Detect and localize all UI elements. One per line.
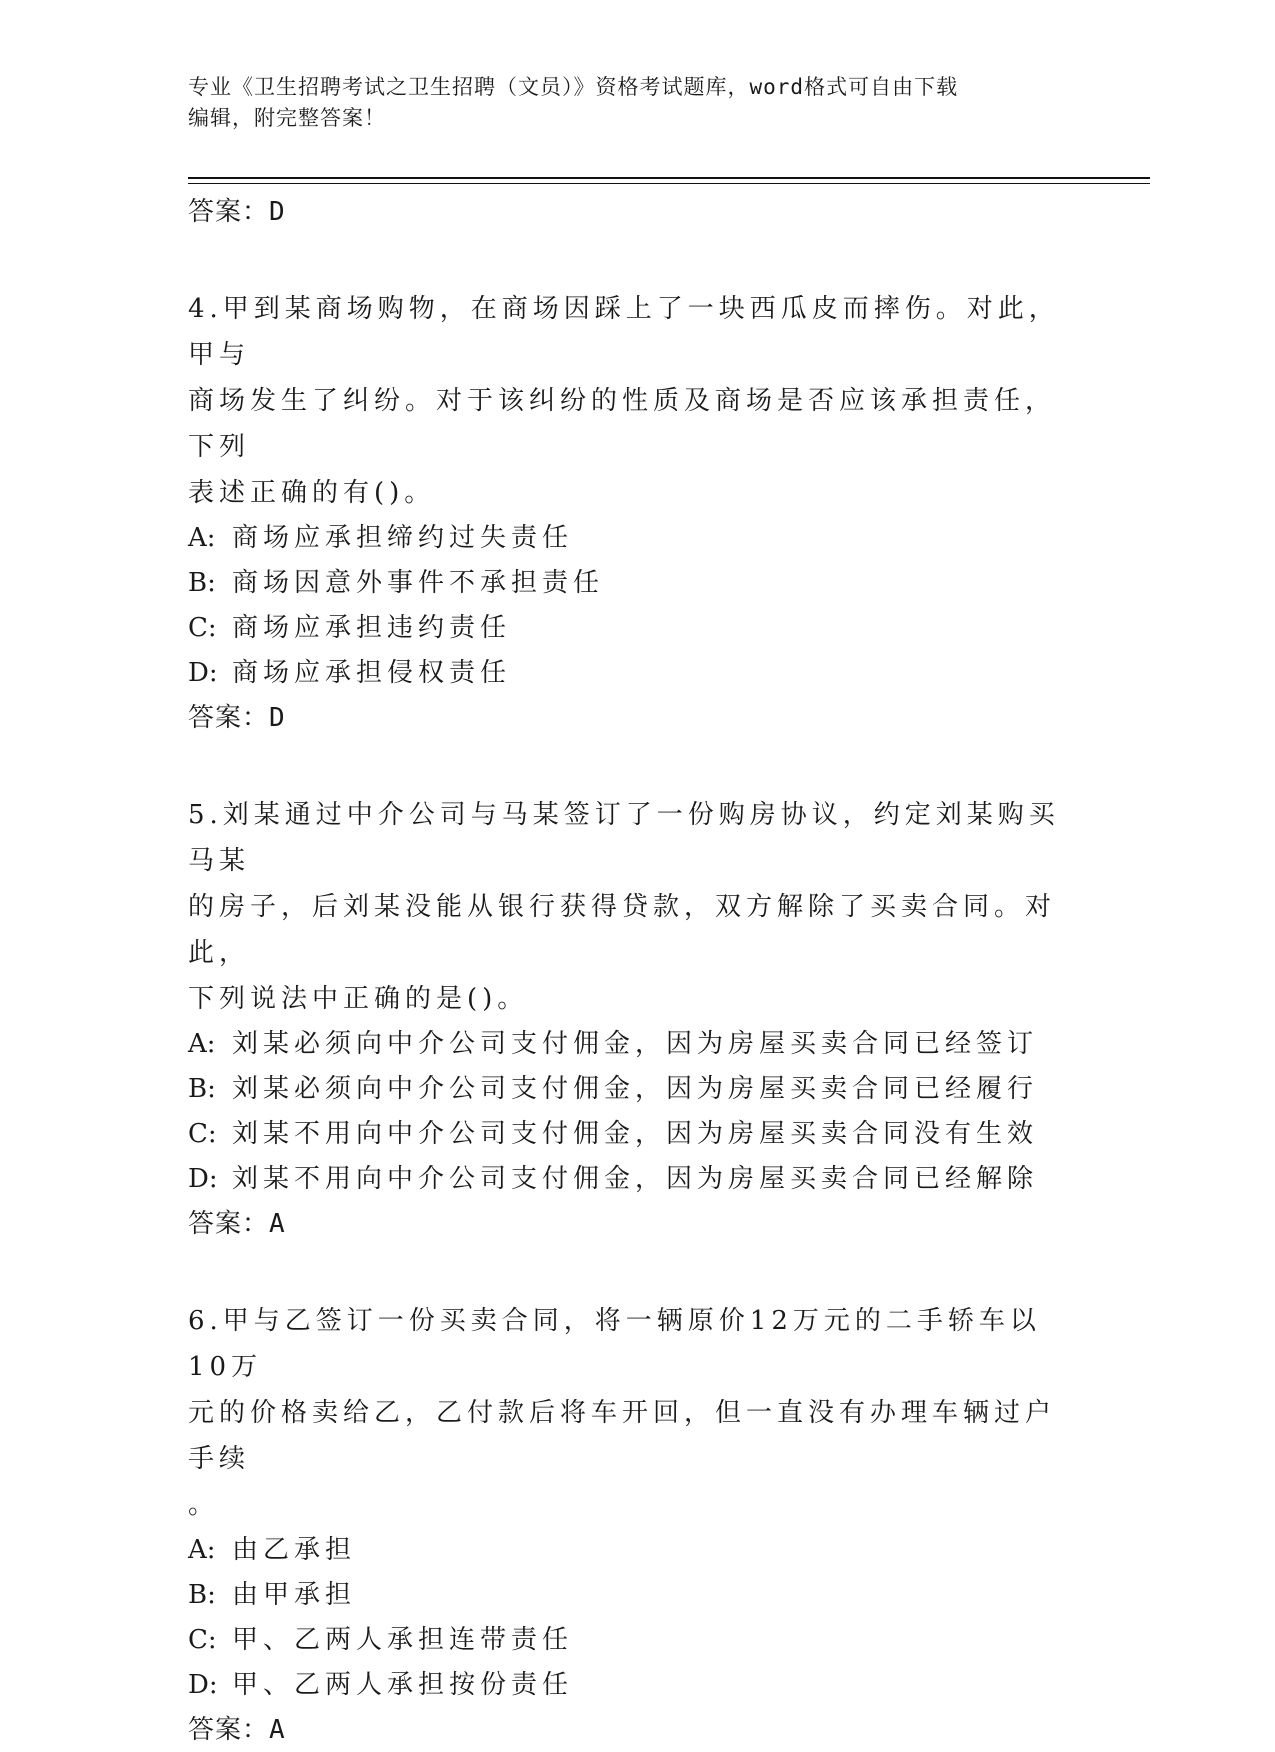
option-b [188, 561, 1068, 606]
question-stem-line: 下列说法中正确的是()。 [188, 984, 529, 1014]
document-body [188, 190, 1068, 1752]
option-text: 商场因意外事件不承担责任 [232, 568, 605, 598]
question-stem-line: 6.甲与乙签订一份买卖合同，将一辆原价12万元的二手轿车以10万 [188, 1306, 1041, 1382]
option-key: B: [188, 1074, 216, 1104]
question-stem-line: 表述正确的有()。 [188, 478, 436, 508]
answer-line: 答案：D [188, 197, 286, 227]
question-stem-line: 5.刘某通过中介公司与马某签订了一份购房协议，约定刘某购买马某 [188, 800, 1060, 876]
question-stem-line: 的房子，后刘某没能从银行获得贷款，双方解除了买卖合同。对此， [188, 892, 1057, 968]
option-key: D: [188, 1670, 218, 1700]
option-key: A: [188, 523, 216, 553]
option-key: C: [188, 1119, 217, 1149]
option-b [188, 1573, 1068, 1618]
option-text: 刘某必须向中介公司支付佣金，因为房屋买卖合同已经签订 [232, 1029, 1039, 1059]
option-d [188, 651, 1068, 696]
question-stem-line: 商场发生了纠纷。对于该纠纷的性质及商场是否应该承担责任，下列 [188, 386, 1057, 462]
option-key: B: [188, 1580, 216, 1610]
option-c [188, 606, 1068, 651]
option-text: 甲、乙两人承担按份责任 [232, 1670, 574, 1700]
question-6 [188, 1298, 1068, 1752]
question-stem-line: 4.甲到某商场购物，在商场因踩上了一块西瓜皮而摔伤。对此，甲与 [188, 294, 1060, 370]
option-a [188, 1528, 1068, 1573]
option-text: 刘某必须向中介公司支付佣金，因为房屋买卖合同已经履行 [232, 1074, 1039, 1104]
option-text: 商场应承担缔约过失责任 [232, 523, 574, 553]
option-key: C: [188, 613, 217, 643]
question-stem-line: 。 [188, 1490, 220, 1520]
document-header [188, 72, 1068, 134]
answer-line: 答案：A [188, 1715, 286, 1745]
option-c [188, 1112, 1068, 1157]
header-line-1: 专业《卫生招聘考试之卫生招聘（文员）》资格考试题库，word格式可自由下载 [188, 75, 959, 99]
answer-line: 答案：A [188, 1209, 286, 1239]
option-text: 刘某不用向中介公司支付佣金，因为房屋买卖合同没有生效 [232, 1119, 1039, 1149]
option-d [188, 1157, 1068, 1202]
option-a [188, 516, 1068, 561]
header-rule-thin [188, 183, 1150, 184]
option-a [188, 1022, 1068, 1067]
option-text: 甲、乙两人承担连带责任 [232, 1625, 574, 1655]
header-line-2: 编辑，附完整答案！ [188, 106, 386, 130]
option-key: D: [188, 1164, 218, 1194]
question-4 [188, 286, 1068, 740]
option-text: 商场应承担违约责任 [232, 613, 512, 643]
answer-line: 答案：D [188, 703, 286, 733]
option-key: A: [188, 1029, 216, 1059]
question-stem-line: 元的价格卖给乙，乙付款后将车开回，但一直没有办理车辆过户手续 [188, 1398, 1057, 1474]
option-text: 由甲承担 [232, 1580, 357, 1610]
option-key: D: [188, 658, 218, 688]
option-key: C: [188, 1625, 217, 1655]
option-text: 商场应承担侵权责任 [232, 658, 512, 688]
option-key: B: [188, 568, 216, 598]
question-5 [188, 792, 1068, 1246]
option-text: 由乙承担 [232, 1535, 357, 1565]
option-key: A: [188, 1535, 216, 1565]
header-rule-thick [188, 177, 1150, 179]
option-c [188, 1618, 1068, 1663]
option-text: 刘某不用向中介公司支付佣金，因为房屋买卖合同已经解除 [232, 1164, 1039, 1194]
option-d [188, 1663, 1068, 1708]
option-b [188, 1067, 1068, 1112]
